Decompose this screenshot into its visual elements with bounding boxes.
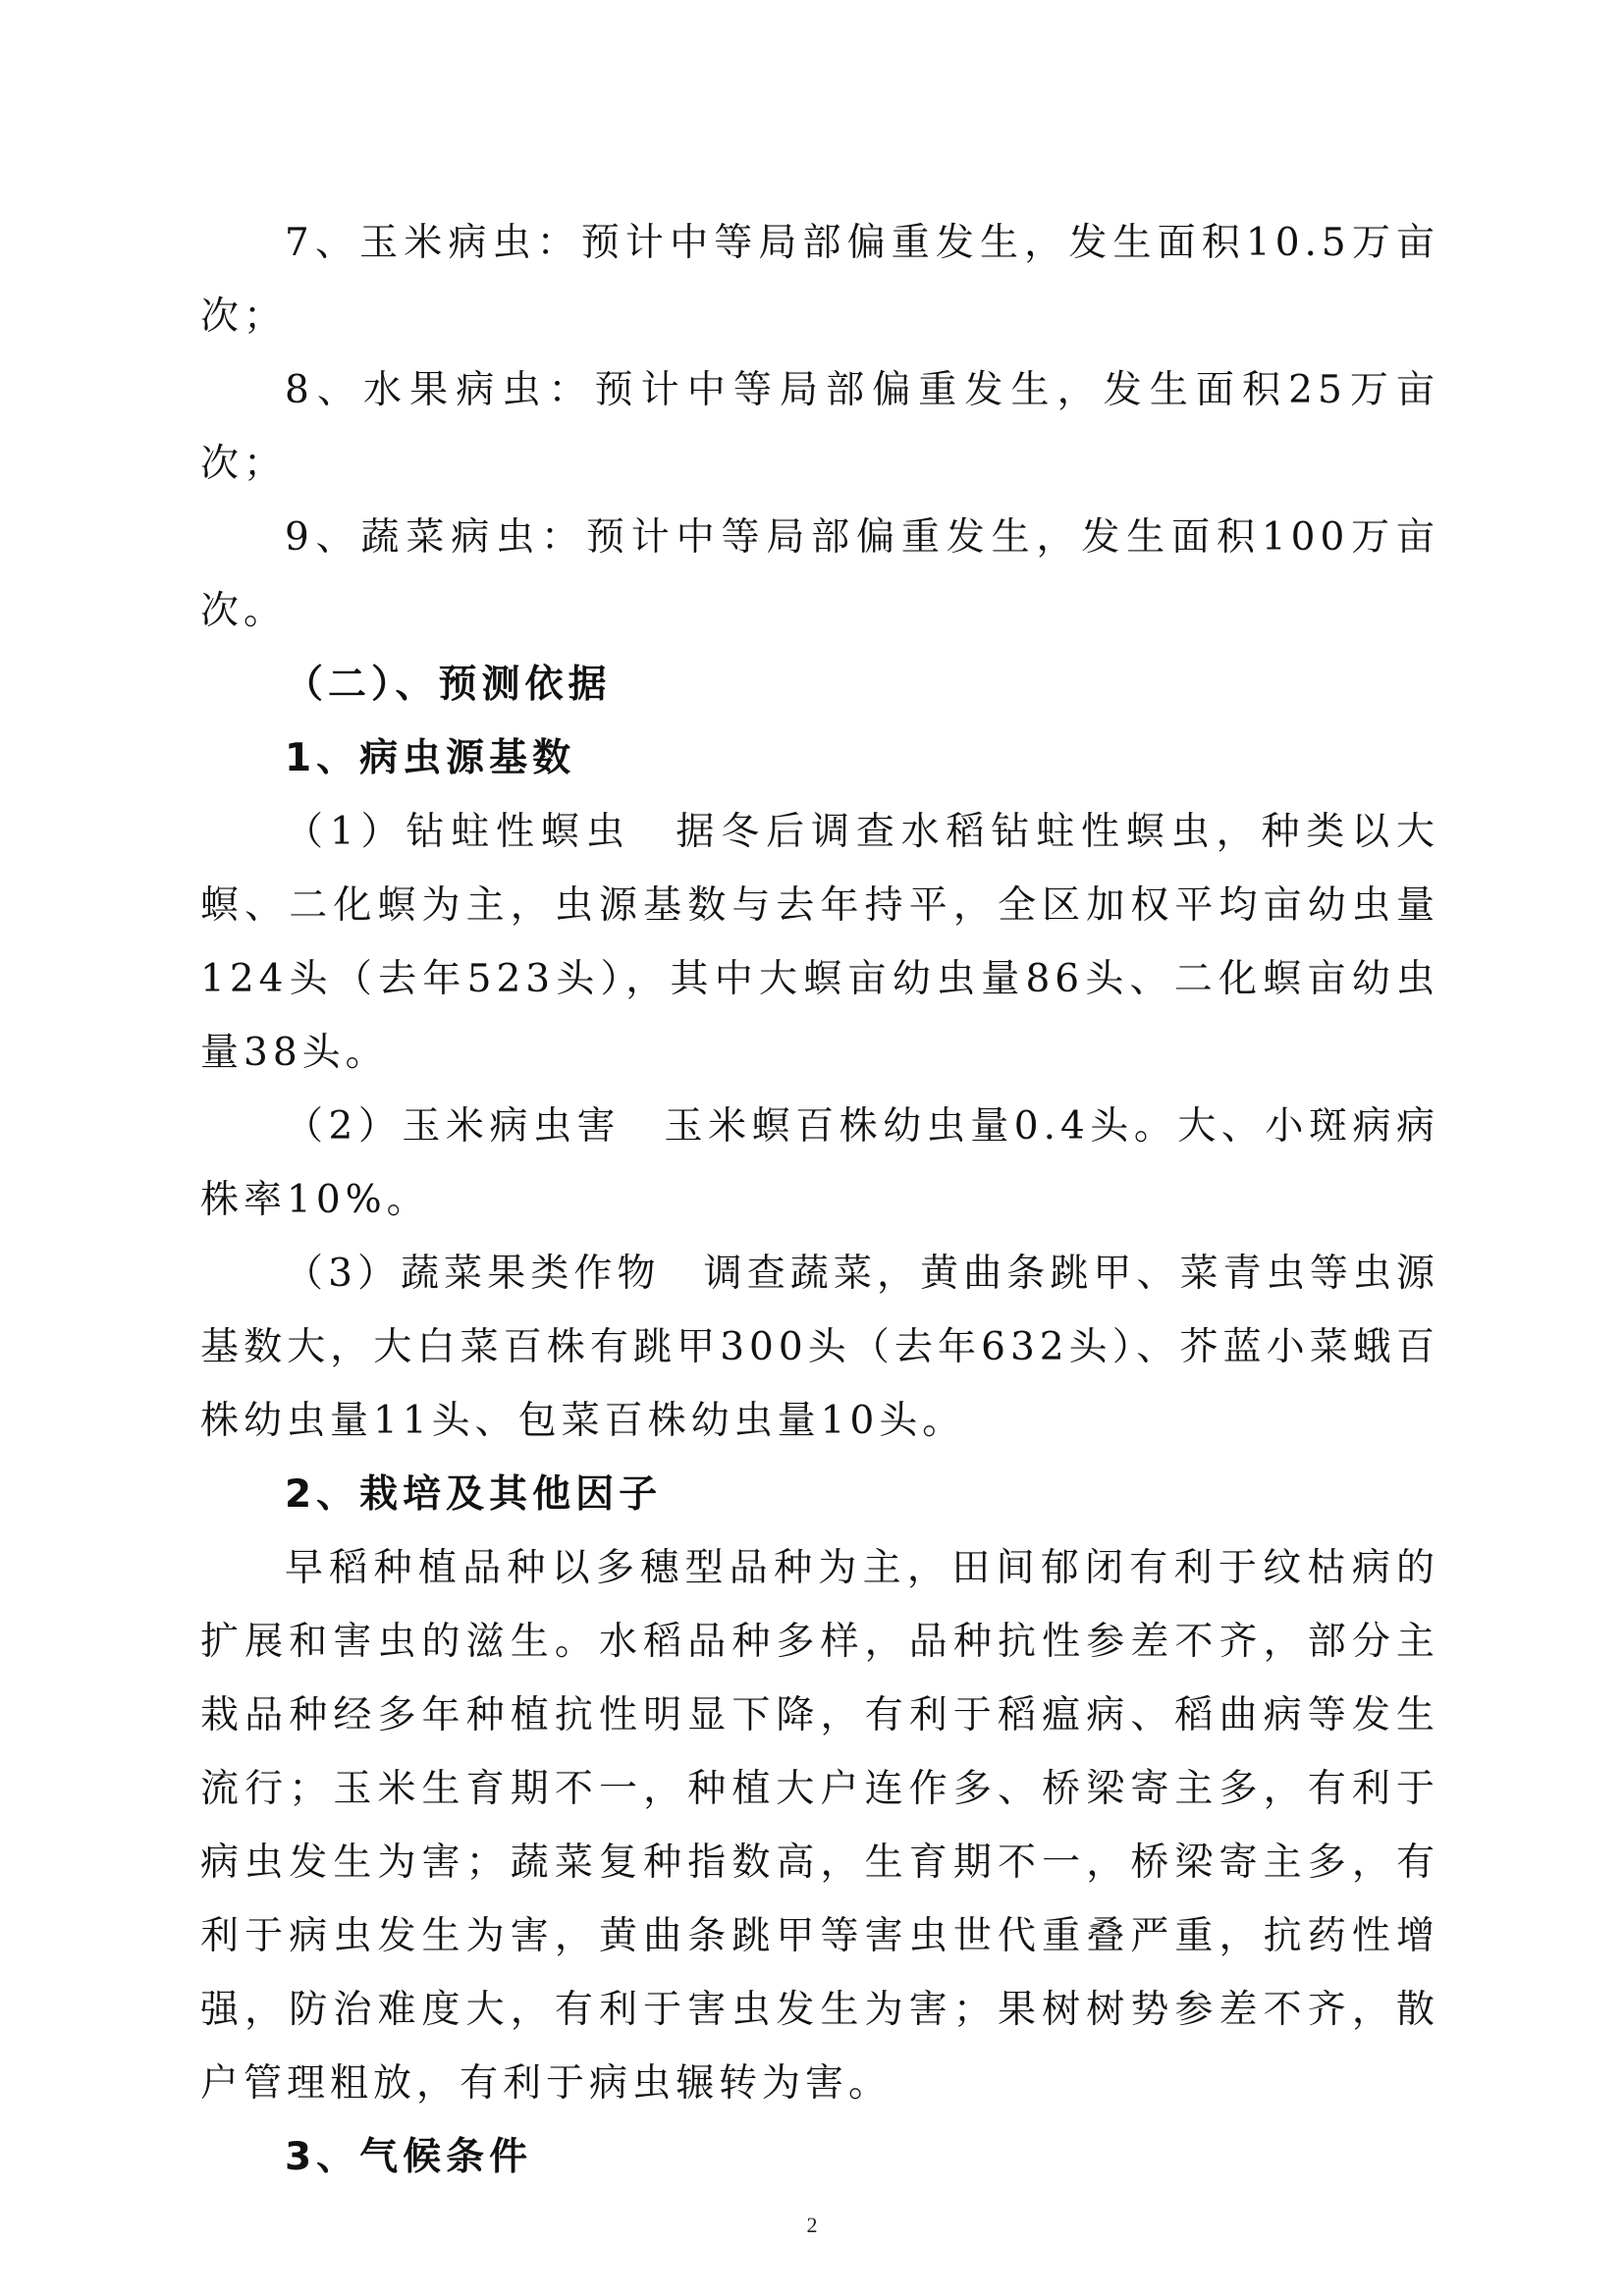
forecast-item-corn: 7、玉米病虫：预计中等局部偏重发生，发生面积10.5万亩次； [200, 221, 1439, 339]
section-heading-basis: （二）、预测依据 [285, 663, 612, 707]
forecast-item-fruit: 8、水果病虫：预计中等局部偏重发生，发生面积25万亩次； [200, 368, 1439, 486]
paragraph-stem-borer: （1）钻蛀性螟虫 据冬后调查水稻钻蛀性螟虫，种类以大螟、二化螟为主，虫源基数与去年持平，全区加权平均亩幼虫量124头（去年523头），其中大螟亩幼虫量86头、二化螟亩幼虫量38头。 [200, 810, 1439, 1075]
paragraph-corn-pests: （2）玉米病虫害 玉米螟百株幼虫量0.4头。大、小斑病病株率10%。 [200, 1104, 1439, 1222]
subsection-heading-source: 1、病虫源基数 [285, 736, 576, 780]
page-number: 2 [806, 2213, 818, 2237]
paragraph-vegetable-crops: （3）蔬菜果类作物 调查蔬菜，黄曲条跳甲、菜青虫等虫源基数大，大白菜百株有跳甲300头（去年632头）、芥蓝小菜蛾百株幼虫量11头、包菜百株幼虫量10头。 [200, 1252, 1439, 1443]
document-body [200, 206, 1439, 2194]
paragraph-cultivation: 早稻种植品种以多穗型品种为主，田间郁闭有利于纹枯病的扩展和害虫的滋生。水稻品种多样，品种抗性参差不齐，部分主栽品种经多年种植抗性明显下降，有利于稻瘟病、稻曲病等发生流行；玉米生育期不一，种植大户连作多、桥梁寄主多，有利于病虫发生为害；蔬菜复种指数高，生育期不一，桥梁寄主多，有利于病虫发生为害，黄曲条跳甲等害虫世代重叠严重，抗药性增强，防治难度大，有利于害虫发生为害；果树树势参差不齐，散户管理粗放，有利于病虫辗转为害。 [200, 1546, 1439, 2106]
subsection-heading-cultivation: 2、栽培及其他因子 [285, 1472, 663, 1517]
subsection-heading-climate: 3、气候条件 [285, 2135, 533, 2179]
forecast-item-vegetable: 9、蔬菜病虫：预计中等局部偏重发生，发生面积100万亩次。 [200, 515, 1439, 633]
